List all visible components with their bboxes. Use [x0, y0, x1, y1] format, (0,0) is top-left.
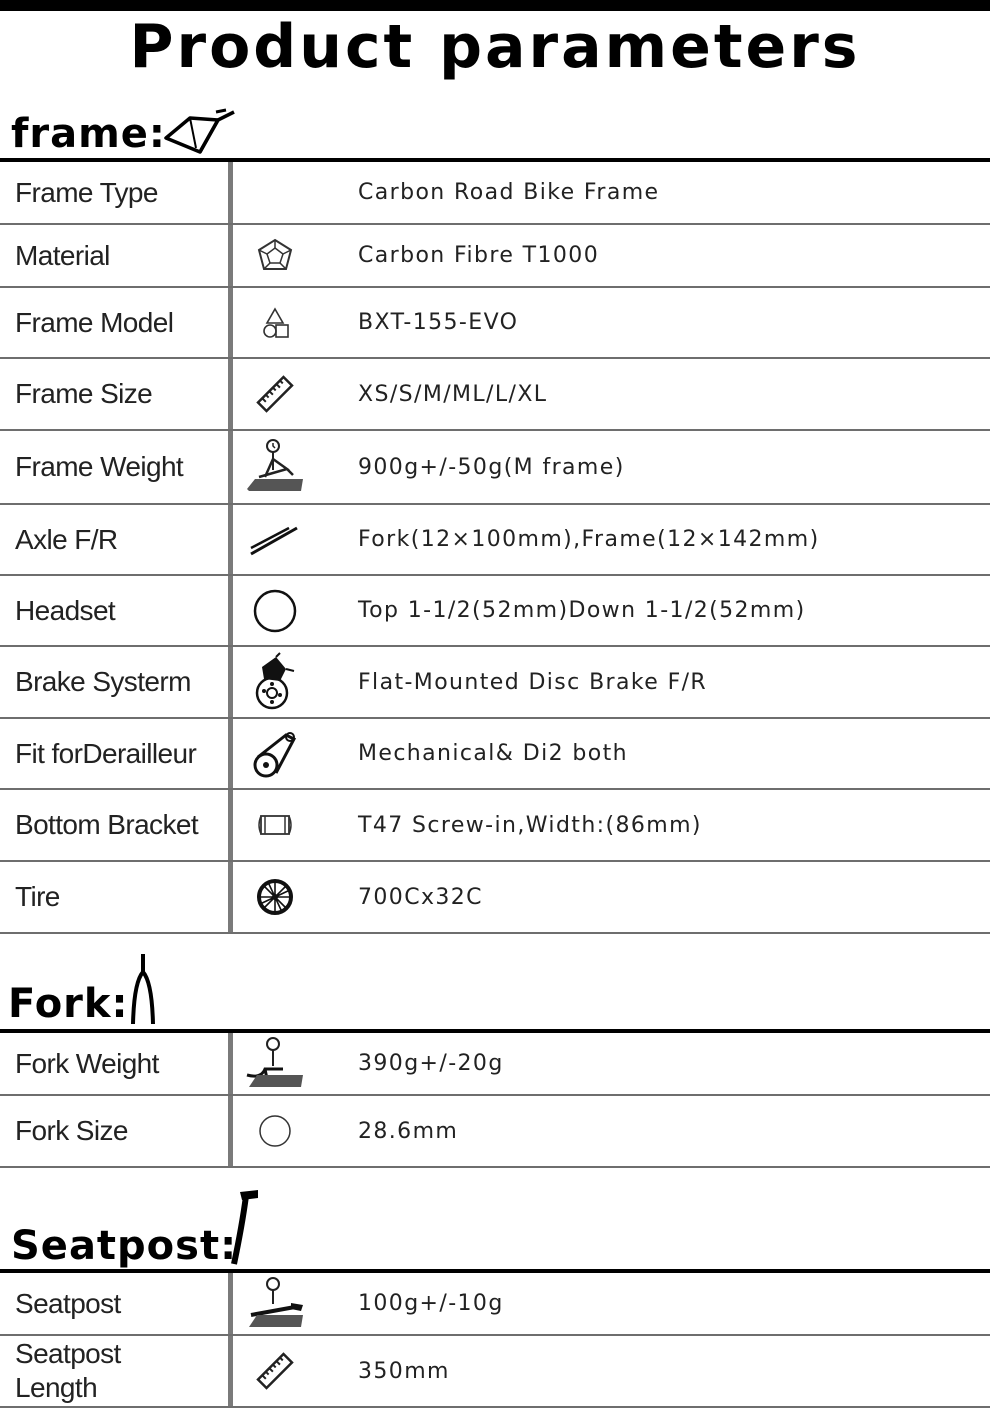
spec-value: T47 Screw-in,Width:(86mm)	[358, 812, 702, 838]
frame-section-label: frame:	[11, 111, 166, 157]
ruler-icon	[243, 1336, 307, 1406]
spec-value: Carbon Fibre T1000	[358, 243, 600, 268]
bike-frame-icon	[160, 108, 238, 160]
spec-value: Carbon Road Bike Frame	[358, 180, 660, 205]
spec-value: Top 1-1/2(52mm)Down 1-1/2(52mm)	[358, 598, 806, 623]
spec-label: Brake Systerm	[15, 666, 191, 697]
spec-label: Seatpost Length	[15, 1338, 121, 1403]
spec-value: 100g+/-10g	[358, 1291, 504, 1316]
spec-label: Fit forDerailleur	[15, 737, 197, 769]
spec-label: Seatpost	[15, 1287, 121, 1319]
spec-row	[0, 719, 990, 790]
spec-row	[0, 225, 990, 288]
spec-value: Fork(12×100mm),Frame(12×142mm)	[358, 527, 820, 552]
shapes-icon	[243, 288, 307, 357]
spec-value: BXT-155-EVO	[358, 310, 519, 335]
thru-axle-icon	[243, 505, 307, 574]
page-title: Product parameters	[129, 12, 861, 82]
fork-icon	[128, 952, 158, 1030]
spec-label: Fork Size	[15, 1115, 128, 1146]
spec-row	[0, 359, 990, 431]
spec-value: 28.6mm	[358, 1118, 459, 1144]
derailleur-icon	[243, 719, 307, 788]
spec-row	[0, 647, 990, 719]
scale-icon	[243, 1033, 307, 1094]
spec-label: Frame Model	[15, 306, 174, 338]
spec-row	[0, 505, 990, 576]
spec-value: 390g+/-20g	[358, 1051, 504, 1076]
carbon-weave-icon	[243, 225, 307, 286]
bearing-ring-icon	[243, 576, 307, 645]
spec-value: Flat-Mounted Disc Brake F/R	[358, 669, 708, 695]
spec-row	[0, 1096, 990, 1168]
spec-value: XS/S/M/ML/L/XL	[358, 381, 548, 407]
circle-icon	[243, 1096, 307, 1166]
wheel-icon	[243, 862, 307, 932]
spec-value: 700Cx32C	[358, 884, 483, 910]
spec-label: Axle F/R	[15, 523, 118, 555]
scale-icon	[243, 1273, 307, 1334]
scale-icon	[243, 431, 307, 503]
spec-label: Frame Weight	[15, 451, 184, 482]
fork-section-label: Fork:	[8, 981, 129, 1027]
seatpost-section-header	[0, 1182, 990, 1272]
spec-value: Mechanical& Di2 both	[358, 741, 628, 766]
spec-label: Frame Size	[15, 378, 153, 409]
spec-row	[0, 1273, 990, 1336]
ruler-icon	[243, 359, 307, 429]
spec-row	[0, 162, 990, 225]
spec-label: Material	[15, 239, 110, 271]
seatpost-icon	[228, 1186, 264, 1270]
spec-row	[0, 576, 990, 647]
spec-row	[0, 790, 990, 862]
frame-section-header	[0, 100, 990, 162]
bottom-bracket-icon	[243, 790, 307, 860]
spec-label: Headset	[15, 594, 116, 626]
spec-label: Bottom Bracket	[15, 809, 199, 840]
spec-row	[0, 1033, 990, 1096]
spec-value: 900g+/-50g(M frame)	[358, 454, 625, 480]
spec-row	[0, 288, 990, 359]
disc-brake-icon	[243, 647, 307, 717]
spec-label: Frame Type	[15, 176, 158, 208]
seatpost-section-label: Seatpost:	[11, 1223, 238, 1269]
spec-row	[0, 431, 990, 505]
spec-row	[0, 862, 990, 934]
spec-label: Tire	[15, 881, 60, 912]
spec-value: 350mm	[358, 1358, 450, 1384]
spec-row	[0, 1336, 990, 1408]
fork-section-header	[0, 946, 990, 1030]
spec-label: Fork Weight	[15, 1047, 159, 1079]
